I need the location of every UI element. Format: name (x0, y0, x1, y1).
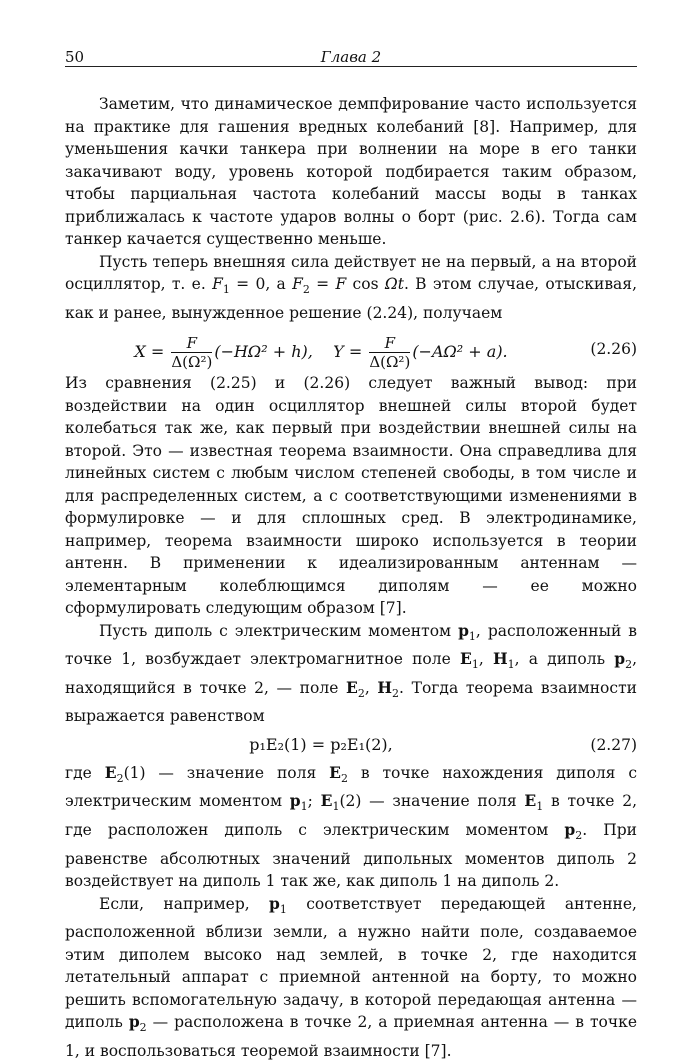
equation-2-26 (65, 328, 637, 372)
equation-number: (2.26) (590, 340, 637, 359)
paragraph-3: Из сравнения (2.25) и (2.26) следует важный вывод: при воздействии на один осциллятор внешней силы второй будет колебаться так же, как первый при воздействии внешней силы на второй. Это — известная теорема взаимности. Она справедлива для линейных систем с любым числом степеней свободы, в том числе и для распределенных систем, а с соответствующими изменениями в формулировке — и для сплошных сред. В электродинамике, например, теорема взаимности широко используется в теории антенн. В применении к идеализированным антеннам — элементарным колеблющимся диполям — ее можно сформулировать следующим образом [7]. (65, 374, 637, 618)
paragraph-1: Заметим, что динамическое демпфирование часто используется на практике для гашения вредных колебаний [8]. Например, для уменьшения качки танкера при волнении на море в его танки закачивают воду, уровень которой подбирается таким образом, чтобы парциальная частота колебаний массы воды в танках приближалась к частоте ударов волны о борт (рис. 2.6). Тогда сам танкер качается существенно меньше. (65, 95, 637, 248)
equation-2-26-formula: X = $\frac{F}{\text{Δ(Ω²)}}$ (−HΩ² + h), Y = $\frac{F}{\text{Δ(Ω²)}}$ (−AΩ² + a). (134, 334, 508, 372)
chapter-title: Глава 2 (320, 48, 382, 66)
running-header (65, 38, 637, 67)
paragraph-4: Пусть диполь с электрическим моментом $p_1$, расположенный в точке 1, возбуждает электромагнитное поле $E_1$, $H_1$, а диполь $p_2$, находящийся в точке 2, — поле $E_2$, $H_2$. Тогда теорема взаимности выражается равенством (65, 620, 637, 726)
paragraph-5: где $E_2(1)$ — значение поля $E_2$ в точке нахождения диполя с электрическим моментом $p_1$; $E_1(2)$ — значение поля $E_1$ в точке 2, где расположен диполь с электрическим моментом $p_2$. При равенстве абсолютных значений дипольных моментов диполь 2 воздействует на диполь 1 так же, как диполь 1 на диполь 2. (65, 762, 638, 891)
page (65, 38, 637, 1062)
equation-number: (2.27) (590, 735, 637, 754)
paragraph-2: Пусть теперь внешняя сила действует не на первый, а на второй осциллятор, т. е. $F_1 = 0$, а $F_2 = F$ cos Ωt. В этом случае, отыскивая, как и ранее, вынужденное решение (2.24), получаем (65, 252, 637, 322)
equation-2-27 (65, 730, 637, 760)
text-body (65, 93, 637, 1062)
page-number: 50 (65, 48, 85, 66)
equation-2-27-formula: p₁E₂(1) = p₂E₁(2), (249, 734, 393, 754)
paragraph-6: Если, например, $p_1$ соответствует передающей антенне, расположенной вблизи земли, а нужно найти поле, создаваемое этим диполем высоко над землей, в точке 2, где находится летательный аппарат с приемной антенной на борту, то можно решить вспомогательную задачу, в которой передающая антенна — диполь $p_2$ — расположена в точке 2, а приемная антенна — в точке 1, и воспользоваться теоремой взаимности [7]. (65, 893, 637, 1060)
